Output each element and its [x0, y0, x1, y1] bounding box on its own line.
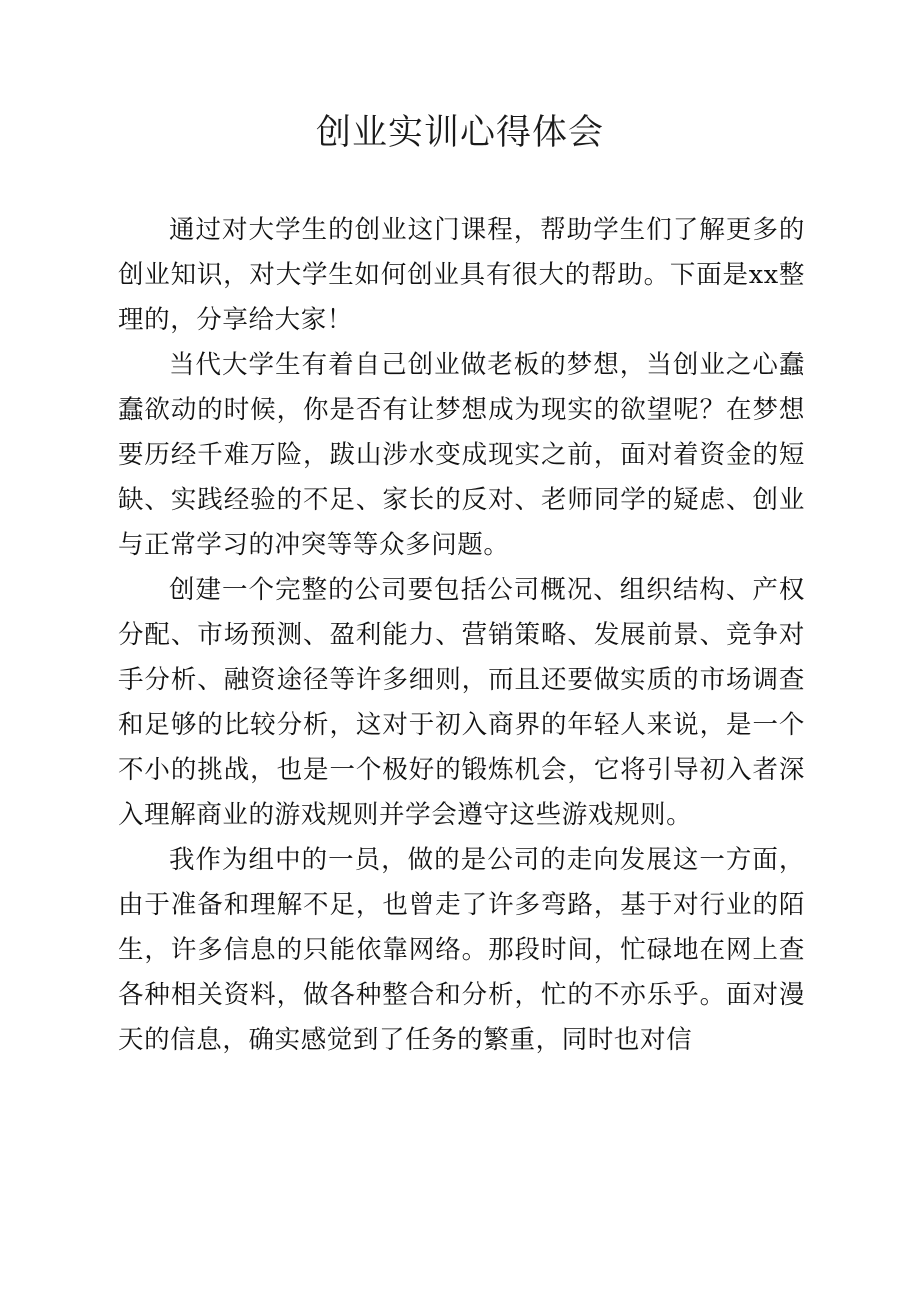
paragraph: 创建一个完整的公司要包括公司概况、组织结构、产权分配、市场预测、盈利能力、营销策略、发展前景、竞争对手分析、融资途径等许多细则，而且还要做实质的市场调查和足够的比较分析，这对于初入商界的年轻人来说，是一个不小的挑战，也是一个极好的锻炼机会，它将引导初入者深入理解商业的游戏规则并学会遵守这些游戏规则。: [118, 575, 805, 830]
paragraph: 我作为组中的一员，做的是公司的走向发展这一方面，由于准备和理解不足，也曾走了许多弯路，基于对行业的陌生，许多信息的只能依靠网络。那段时间，忙碌地在网上查各种相关资料，做各种整合和分析，忙的不亦乐乎。面对漫天的信息，确实感觉到了任务的繁重，同时也对信: [118, 845, 805, 1055]
paragraph: 当代大学生有着自己创业做老板的梦想，当创业之心蠢蠢欲动的时候，你是否有让梦想成为现实的欲望呢？在梦想要历经千难万险，跋山涉水变成现实之前，面对着资金的短缺、实践经验的不足、家长的反对、老师同学的疑虑、创业与正常学习的冲突等等众多问题。: [118, 350, 805, 560]
page-title: 创业实训心得体会: [315, 113, 604, 153]
document-body: [0, 208, 920, 1063]
paragraph: 通过对大学生的创业这门课程，帮助学生们了解更多的创业知识，对大学生如何创业具有很大的帮助。下面是xx整理的，分享给大家！: [118, 215, 805, 335]
